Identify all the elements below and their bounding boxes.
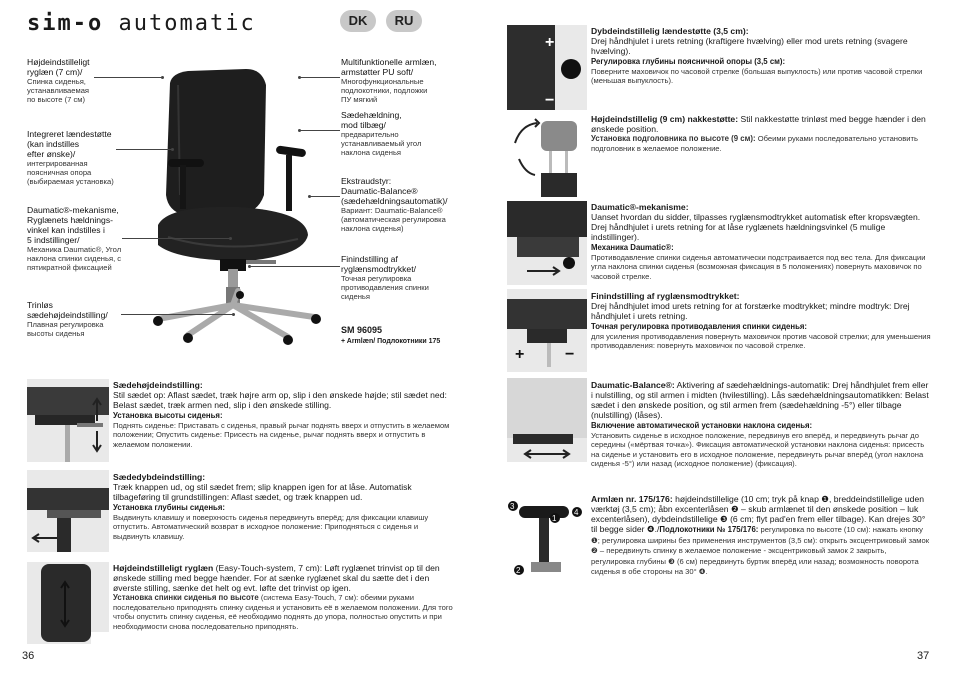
photo-lumbar-depth (507, 25, 587, 110)
svg-text:+: + (515, 346, 525, 363)
brand-title: sim-o automatic (27, 11, 256, 36)
svg-text:4: 4 (574, 508, 579, 517)
label-daumatic-balance: Ekstraudstyr: Daumatic-Balance® (sædehældningsautomatik)/ Вариант: Daumatic-Balance® (автоматическая регулировка наклона сиденья) (341, 176, 448, 233)
lang-badge-ru: RU (386, 10, 422, 32)
model-code: SM 96095 (341, 325, 383, 335)
svg-text:+: + (545, 34, 555, 51)
label-daumatic-mechanism: Daumatic®-mekanisme, Ryglænets hældnings- vinkel kan indstilles i 5 indstillinger/ Механика Daumatic®, Угол наклона спинки сиденья, с пятикратной фиксацией (27, 205, 122, 272)
svg-text:2: 2 (516, 566, 521, 575)
svg-text:1: 1 (552, 514, 557, 523)
label-seat-height: Trinløs sædehøjdeindstilling/ Плавная регулировка высоты сиденья (27, 300, 108, 338)
page-number-right: 37 (917, 650, 930, 662)
label-backrest-counterpressure: Finindstilling af ryglænsmodtrykket/ Точная регулировка противодавления спинки сиденья (341, 254, 429, 301)
photo-fine-adjust (507, 289, 587, 372)
svg-text:−: − (545, 92, 555, 109)
label-armrests: Multifunktionelle armlæn, armstøtter PU soft/ Многофункциональные подлокотники, подложки ПУ мягкий (341, 57, 437, 104)
section-daumatic: Daumatic®-mekanisme: Uanset hvordan du sidder, tilpasses ryglænsmodtrykket automatisk efter kropsvægten. Drej håndhjulet i urets retning for at låse ryglænets hældningsvinkel (5 mulige indstillinger). Механика Daumatic®: Противодавление спинки сиденья автоматически подстраивается под вес тела. Для фиксации угла наклона спинки сиденья (возможная фиксация в 5 положениях) повернуть маховичок по часовой стрелке. (591, 202, 926, 281)
label-seat-tilt: Sædehældning, mod tilbæg/ предварительно устанавливаемый угол наклона сиденья (341, 110, 422, 157)
section-seat-depth: Sædedybdeindstilling: Træk knappen ud, og stil sædet frem; slip knappen igen for at låse. Automatisk tilbageføring til grundstillingen: Aflast sædet, og træk knappen ud. Установка глубины сиденья: Выдвинуть клавишу и поверхность сиденья передвинуть вперёд; для фиксации клавишу отпустить. Автоматический возврат в исходное положение: Приподняться с сиденья и выдвинуть клавишу. (113, 472, 429, 541)
lang-badge-dk: DK (340, 10, 376, 32)
section-armrests: Armlæn nr. 175/176: højdeindstillelige (10 cm; tryk på knap ❶, breddeindstillelige uden værktøj (3,5 cm); åbn excenterlåsen ❷ – skub armlænet til den ønskede position – luk excenterlåsen), dybdeindstillelige ❸ (6 cm; flyt pad'en frem eller tilbage). Kan drejes 30° til begge sider ❹./Подлокотники № 175/176: регулировка по высоте (10 см): нажать кнопку ❶; регулировка ширины без применения инструментов (3,5 см): открыть эксцентриковый замок ❷ – передвинуть спинку в желаемое положение - эксцентриковый замок 2 закрыть, регулировка глубины ❸ (6 см) передвинуть буртик вперёд или назад; возможность поворота сиденья в обе стороны на 30° ❹. (591, 494, 930, 576)
model-sub: + Armlæn/ Подлокотники 175 (341, 338, 441, 345)
right-page (477, 0, 954, 673)
photo-daumatic (507, 201, 587, 285)
section-backrest-height: Højdeindstilleligt ryglæn (Easy-Touch-system, 7 cm): Løft ryglænet trinvist op til den ønskede stilling med begge hænder. For at sænke ryglænet skal du sætte det i den øverste stilling, sænke det helt og evt. løfte det trinvist op igen. Установка спинки сиденья по высоте (система Easy-Touch, 7 см): обеими руками последовательно приподнять спинку сиденья и установить её в желаемом положении. Для того чтобы опустить спинку сиденья, её необходимо поднять до упора, полностью опустить и при необходимости снова последовательно приподнять. (113, 563, 453, 631)
section-lumbar-depth: Dybdeindstillelig lændestøtte (3,5 cm): Drej håndhjulet i urets retning (kraftigere hvælving) eller mod urets retning (svagere hvælving). Регулировка глубины поясничной опоры (3,5 см): Повернитe маховичок по часовой стрелке (большая выпуклость) или против часовой стрелки (меньшая выпуклость). (591, 26, 923, 85)
chair-illustration (128, 55, 340, 350)
label-backrest-height: Højdeindstilleligt ryglæn (7 cm)/ Спинка сиденья, устанавливаемая по высоте (7 см) (27, 57, 90, 104)
photo-armrests (507, 496, 587, 578)
svg-text:3: 3 (510, 502, 515, 511)
photo-daumatic-balance (507, 378, 587, 462)
section-fine-adjust: Finindstilling af ryglænsmodtrykket: Drej håndhjulet imod urets retning for at forstærke modtrykket; mindre modtryk: Drej håndhjulet i urets retning. Точная регулировка противодавления спинки сиденья: для усиления противодавления повернуть маховичок против часовой стрелки; для уменьшения противодавления: повернуть маховичок по часовой стрелке. (591, 291, 931, 350)
section-headrest: Højdeindstillelig (9 cm) nakkestøtte: Stil nakkestøtte trinløst med begge hænder i den ønskede position. Установка подголовника по высоте (9 см): Обеими руками последовательно установить подголовник в желаемое положение. (591, 114, 926, 153)
page-number-left: 36 (22, 650, 35, 662)
section-daumatic-balance: Daumatic-Balance®: Aktivering af sædehældnings-automatik: Drej håndhjulet frem eller i nulstilling, og stil armen i midten (hvilestilling). Lås sædehældningsautomatikken: Belast sædet i den ønskede position, og stil armen frem (sædehældning -5°) eller tilbage (nulstilling) (låses). Включение автоматической установки наклона сиденья: Установить сиденье в исходное положение, передвинув его вперёд, и передвинуть рычаг до середины («мёртвая точка»). Фиксация автоматической установки наклона сиденья: присесть на сиденье и установить его в исходное положение, передвинуть рычаг вперёд (угол наклона сиденья -5°) или назад (исходное положение) (фиксация). (591, 380, 929, 468)
photo-seat-depth (27, 470, 109, 552)
photo-headrest (507, 113, 587, 197)
section-seat-height: Sædehøjdeindstilling: Stil sædet op: Aflast sædet, træk højre arm op, slip i den ønskede højde; stil sædet ned: Belast sædet, træk armen ned, slip i den ønskede stilling. Установка высоты сиденья: Поднять сиденье: Приставать с сиденья, правый рычаг поднять вверх и отпустить в желаемом положении; Опустить сиденье: Присесть на сиденье, рычаг поднять вверх и отпустить в желаемом положении. (113, 380, 450, 449)
photo-seat-height (27, 379, 109, 462)
svg-text:−: − (565, 346, 575, 363)
photo-backrest-height (27, 562, 109, 644)
label-lumbar-support: Integreret lændestøtte (kan indstilles efter ønske)/ интегрированная поясничная опора (выбираемая установка) (27, 129, 114, 186)
